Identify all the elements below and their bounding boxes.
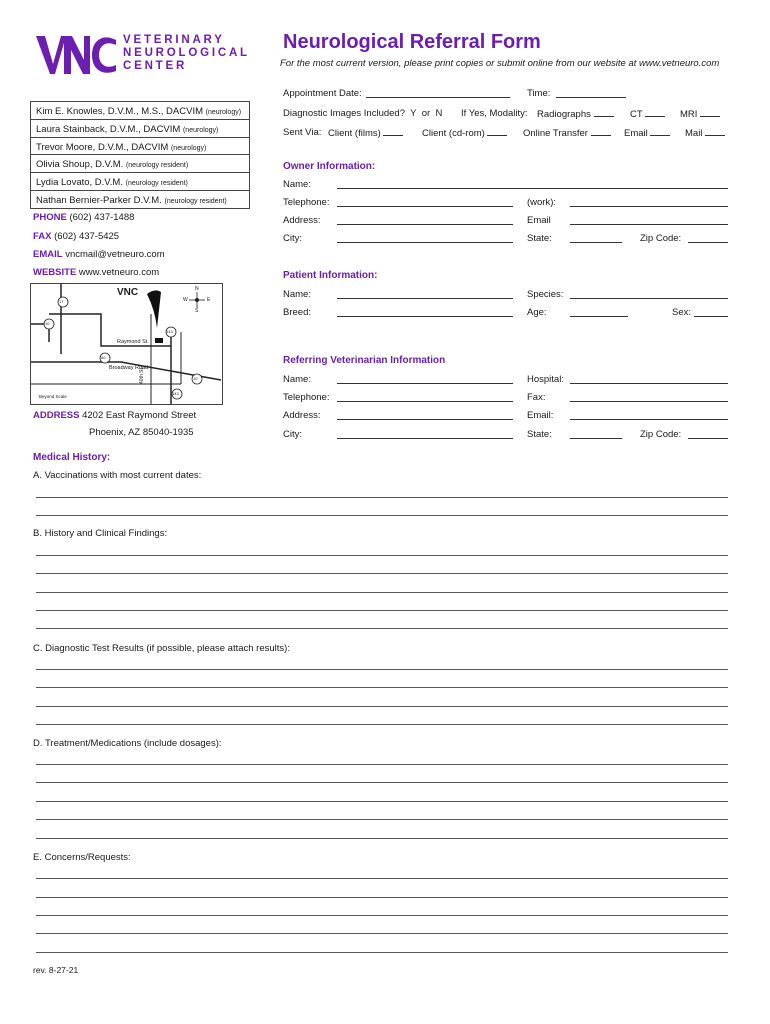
owner-work-label: (work):: [527, 197, 557, 208]
owner-zip-label: Zip Code:: [640, 233, 682, 244]
sent-mail[interactable]: Mail: [685, 127, 725, 139]
referring-state-label: State:: [527, 429, 552, 440]
patient-age-field[interactable]: [570, 316, 628, 317]
page-title: Neurological Referral Form: [283, 31, 541, 53]
doctor-item: Trevor Moore, D.V.M., DACVIM (neurology): [36, 142, 207, 153]
contact-fax: FAX (602) 437-5425: [33, 231, 120, 242]
referring-email-field[interactable]: [570, 419, 728, 420]
map-shield: 143: [166, 329, 173, 334]
doctor-list-box: [30, 101, 250, 209]
referring-city-field[interactable]: [337, 438, 513, 439]
map-scale-note: Beyond Scale: [39, 394, 67, 399]
section-d-line[interactable]: [36, 764, 728, 765]
section-e-line[interactable]: [36, 952, 728, 953]
referring-telephone-label: Telephone:: [283, 392, 330, 403]
owner-state-label: State:: [527, 233, 552, 244]
owner-telephone-field[interactable]: [337, 206, 513, 207]
section-b-line[interactable]: [36, 555, 728, 556]
map-east: E: [207, 297, 211, 303]
revision-note: rev. 8-27-21: [33, 965, 79, 975]
section-d-line[interactable]: [36, 838, 728, 839]
doctor-item: Nathan Bernier-Parker D.V.M. (neurology resident): [36, 195, 227, 206]
option-no[interactable]: N: [435, 108, 443, 119]
modality-label: If Yes, Modality:: [461, 108, 528, 119]
section-c-line[interactable]: [36, 724, 728, 725]
logo-line1: VETERINARY: [123, 34, 225, 46]
location-map: [30, 283, 223, 405]
logo-line2: NEUROLOGICAL: [123, 47, 250, 59]
referring-state-field[interactable]: [570, 438, 622, 439]
section-d-line[interactable]: [36, 819, 728, 820]
vnc-monogram-icon: [36, 34, 118, 76]
appointment-time-label: Time:: [527, 88, 551, 99]
map-shield: 17: [59, 299, 64, 304]
appointment-date-label: Appointment Date:: [283, 88, 362, 99]
sent-online-transfer[interactable]: Online Transfer: [523, 127, 611, 139]
map-shield: 10: [45, 321, 50, 326]
section-e-line[interactable]: [36, 897, 728, 898]
section-a-label: A. Vaccinations with most current dates:: [33, 470, 202, 481]
patient-species-label: Species:: [527, 289, 564, 300]
referring-zip-field[interactable]: [688, 438, 728, 439]
referring-fax-label: Fax:: [527, 392, 546, 403]
owner-section-header: Owner Information:: [283, 161, 376, 172]
owner-telephone-label: Telephone:: [283, 197, 330, 208]
section-a-line[interactable]: [36, 515, 728, 516]
sent-client-cdrom[interactable]: Client (cd-rom): [422, 127, 507, 139]
owner-address-field[interactable]: [337, 224, 513, 225]
referring-city-label: City:: [283, 429, 302, 440]
patient-name-field[interactable]: [337, 298, 513, 299]
option-yes[interactable]: Y: [410, 108, 417, 119]
owner-city-label: City:: [283, 233, 302, 244]
patient-age-label: Age:: [527, 307, 547, 318]
contact-phone: PHONE (602) 437-1488: [33, 212, 135, 223]
section-c-line[interactable]: [36, 687, 728, 688]
contact-website[interactable]: WEBSITE www.vetneuro.com: [33, 267, 160, 278]
patient-sex-field[interactable]: [694, 316, 728, 317]
doctor-item: Laura Stainback, D.V.M., DACVIM (neurology): [36, 124, 219, 135]
owner-city-field[interactable]: [337, 242, 513, 243]
appointment-date-field[interactable]: [366, 97, 510, 98]
section-b-label: B. History and Clinical Findings:: [33, 528, 168, 539]
patient-breed-field[interactable]: [337, 316, 513, 317]
referring-telephone-field[interactable]: [337, 401, 513, 402]
section-d-label: D. Treatment/Medications (include dosages):: [33, 738, 222, 749]
contact-address-city: Phoenix, AZ 85040-1935: [89, 427, 194, 438]
medical-history-header: Medical History:: [33, 452, 111, 463]
map-40th-st: 40th St.: [139, 366, 145, 384]
referring-hospital-field[interactable]: [570, 383, 728, 384]
map-raymond-st: Raymond St.: [117, 339, 149, 345]
modality-ct[interactable]: CT: [630, 108, 665, 120]
section-b-line[interactable]: [36, 592, 728, 593]
diagnostic-images-row: Diagnostic Images Included? Y or N: [283, 108, 443, 119]
patient-name-label: Name:: [283, 289, 311, 300]
doctor-item: Lydia Lovato, D.V.M. (neurology resident): [36, 177, 188, 188]
patient-species-field[interactable]: [570, 298, 728, 299]
section-b-line[interactable]: [36, 610, 728, 611]
section-a-line[interactable]: [36, 497, 728, 498]
referring-name-field[interactable]: [337, 383, 513, 384]
owner-name-field[interactable]: [337, 188, 728, 189]
map-shield: 143: [172, 391, 179, 396]
owner-state-field[interactable]: [570, 242, 622, 243]
section-d-line[interactable]: [36, 782, 728, 783]
doctor-item: Olivia Shoup, D.V.M. (neurology resident): [36, 159, 189, 170]
section-d-line[interactable]: [36, 801, 728, 802]
section-e-line[interactable]: [36, 915, 728, 916]
sent-client-films[interactable]: Client (films): [328, 127, 403, 139]
doctor-item: Kim E. Knowles, D.V.M., M.S., DACVIM (neurology): [36, 106, 242, 117]
modality-mri[interactable]: MRI: [680, 108, 720, 120]
owner-name-label: Name:: [283, 179, 311, 190]
referring-hospital-label: Hospital:: [527, 374, 564, 385]
section-c-label: C. Diagnostic Test Results (if possible, please attach results):: [33, 643, 290, 654]
patient-section-header: Patient Information:: [283, 270, 378, 281]
owner-zip-field[interactable]: [688, 242, 728, 243]
section-c-line[interactable]: [36, 669, 728, 670]
referring-section-header: Referring Veterinarian Information: [283, 355, 446, 366]
patient-sex-label: Sex:: [672, 307, 692, 318]
section-e-line[interactable]: [36, 878, 728, 879]
contact-address: ADDRESS 4202 East Raymond Street: [33, 410, 197, 421]
section-b-line[interactable]: [36, 628, 728, 629]
referring-address-field[interactable]: [337, 419, 513, 420]
sent-email[interactable]: Email: [624, 127, 670, 139]
map-north: N: [195, 286, 199, 292]
owner-email-label: Email: [527, 215, 551, 226]
referring-email-label: Email:: [527, 410, 554, 421]
section-e-label: E. Concerns/Requests:: [33, 852, 131, 863]
referring-fax-field[interactable]: [570, 401, 728, 402]
map-broadway-rd: Broadway Road: [109, 365, 149, 371]
referring-address-label: Address:: [283, 410, 321, 421]
referring-name-label: Name:: [283, 374, 311, 385]
sent-via-label: Sent Via:: [283, 127, 322, 138]
map-south: S: [195, 308, 199, 314]
contact-email[interactable]: EMAIL vncmail@vetneuro.com: [33, 249, 165, 260]
section-c-line[interactable]: [36, 706, 728, 707]
map-vnc-label: VNC: [117, 287, 139, 298]
logo-line3: CENTER: [123, 60, 188, 72]
owner-email-field[interactable]: [570, 224, 728, 225]
page-subtitle: For the most current version, please print copies or submit online from our website at www.vetneuro.com: [280, 58, 720, 69]
appointment-time-field[interactable]: [556, 97, 626, 98]
map-shield: 60: [101, 355, 106, 360]
referring-zip-label: Zip Code:: [640, 429, 682, 440]
section-b-line[interactable]: [36, 573, 728, 574]
map-shield: 10: [193, 376, 198, 381]
section-e-line[interactable]: [36, 933, 728, 934]
modality-radiographs[interactable]: Radiographs: [537, 108, 614, 120]
owner-work-field[interactable]: [570, 206, 728, 207]
patient-breed-label: Breed:: [283, 307, 311, 318]
owner-address-label: Address:: [283, 215, 321, 226]
map-west: W: [183, 297, 188, 303]
